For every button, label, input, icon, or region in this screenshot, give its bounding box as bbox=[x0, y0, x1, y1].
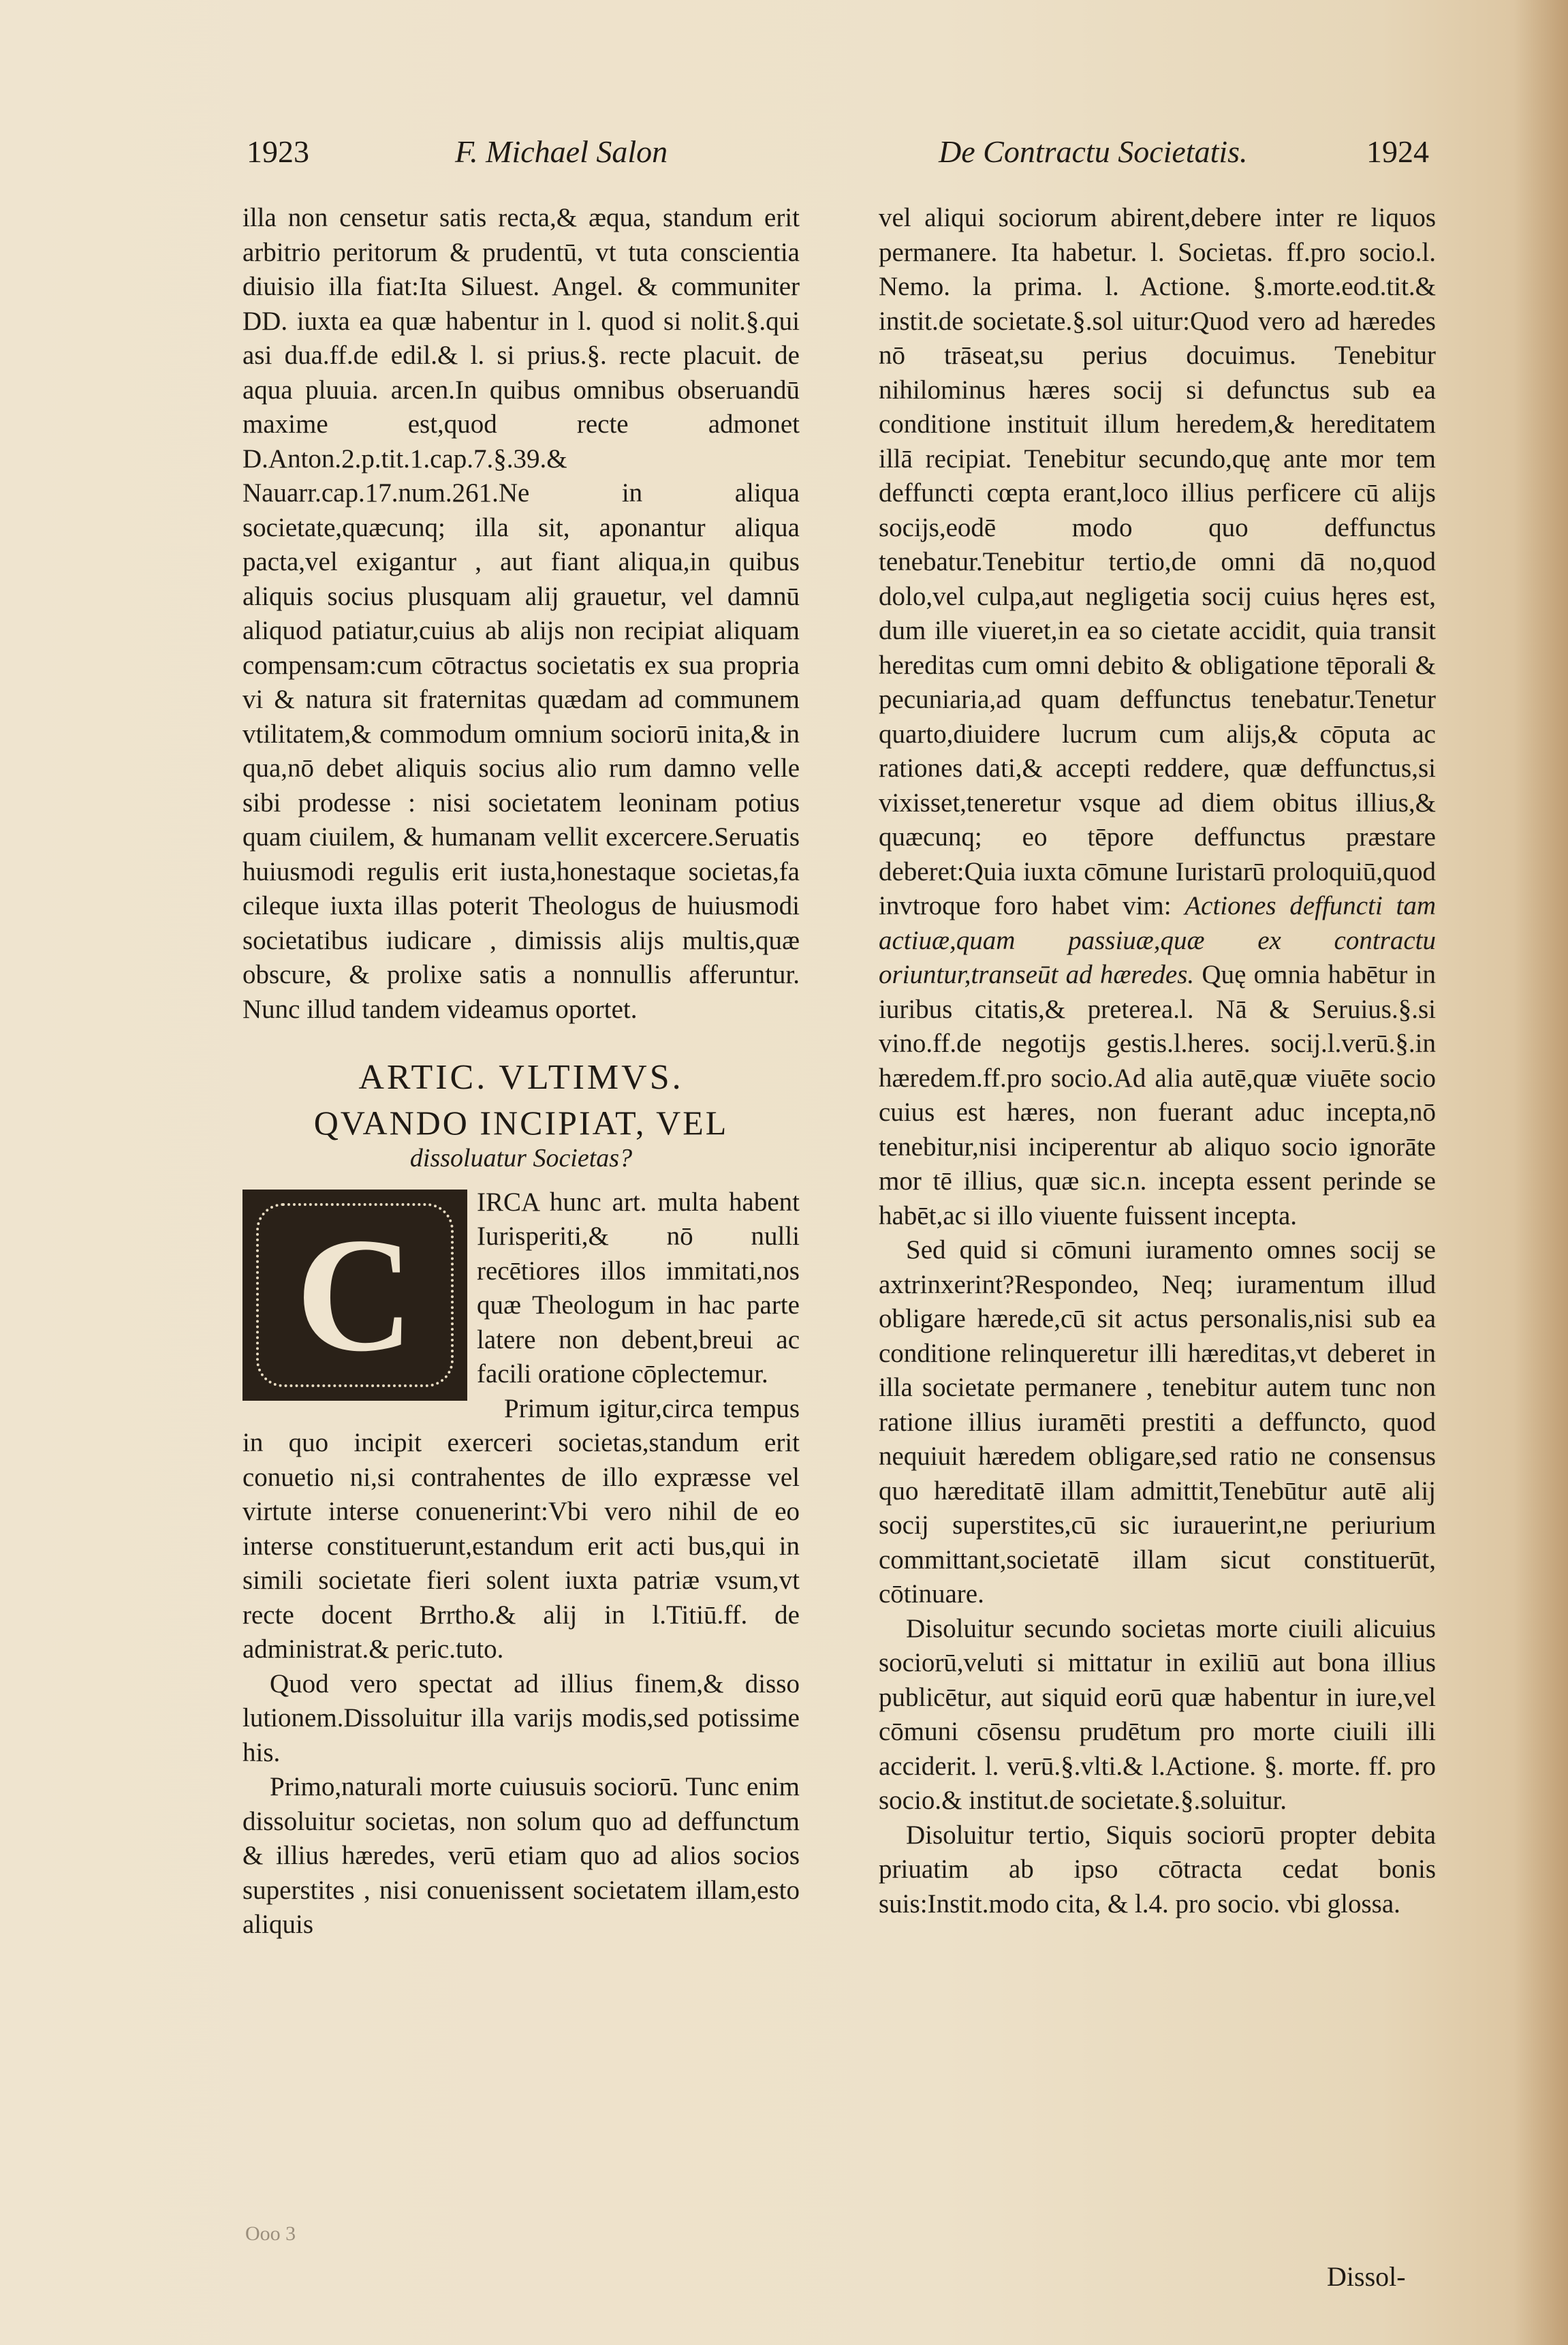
running-header bbox=[0, 134, 1568, 181]
question-title: QVANDO INCIPIAT, VEL bbox=[313, 1103, 729, 1142]
right-paragraph-4: Disoluitur tertio, Siquis sociorū propter debita priuatim ab ipso cōtracta cedat bonis suis:Instit.modo cita, & l.4. pro socio. vbi glossa. bbox=[879, 1820, 1436, 1919]
right-paragraph-3: Disoluitur secundo societas morte ciuili alicuius sociorū,veluti si mittatur in exiliū aut bona illius publicētur, aut siquid eorū quæ habentur in iure,vel cōmuni cōsensu prudētum pro morte ciuili illi acciderit. l. verū.§.vlti.& l.Actione. §. morte. ff. pro socio.& institut.de societate.§.soluitur. bbox=[879, 1613, 1436, 1815]
page-number-left: 1923 bbox=[247, 134, 309, 169]
page-number-right: 1924 bbox=[1366, 134, 1429, 169]
running-title: De Contractu Societatis. bbox=[939, 134, 1248, 169]
catchword: Dissol- bbox=[1327, 2261, 1406, 2292]
running-author: F. Michael Salon bbox=[455, 134, 668, 169]
right-paragraph-1 bbox=[879, 201, 1436, 1233]
binding-shadow bbox=[1514, 0, 1568, 2345]
decorated-initial bbox=[242, 1190, 467, 1401]
left-column bbox=[242, 201, 800, 1942]
right-paragraph-2: Sed quid si cōmuni iuramento omnes socij se axtrinxerint?Respondeo, Neq; iuramentum illud obligare hærede,cū sit actus personalis,nisi sub ea conditione relinqueretur illi hæreditas,vt deberet in illa societate permanere , tenebitur autem tunc non ratione illius iuramēti prestiti a deffuncto, quod nequiuit hæredem obligare,sed ratio ne consensus quo hæreditatē illam admittit,Tenebūtur autē alij socij superstites,cū sic iurauerint,ne periurium committant,societatē illam sicut constituerūt, cōtinuare. bbox=[879, 1235, 1436, 1609]
initial-letter: C bbox=[296, 1204, 414, 1386]
left-paragraph-4: Quod vero spectat ad illius finem,& disso lutionem.Dissoluitur illa varijs modis,sed potissime his. bbox=[242, 1668, 800, 1767]
article-heading: ARTIC. VLTIMVS. bbox=[358, 1058, 684, 1097]
left-paragraph-2: IRCA hunc art. multa habent Iurisperiti,& nō nulli recētiores illos immitati,nos quæ Theologum in hac parte latere non debent,breui ac facili oratione cōplectemur. bbox=[477, 1187, 800, 1388]
signature-mark: Ooo 3 bbox=[245, 2222, 296, 2245]
left-paragraph-1: illa non censetur satis recta,& æqua, standum erit arbitrio peritorum & prudentū, vt tuta conscientia diuisio illa fiat:Ita Siluest. Angel. & communiter DD. iuxta ea quæ habentur in l. quod si nolit.§.qui asi dua.ff.de edil.& l. si prius.§. recte placuit. de aqua pluuia. arcen.In quibus omnibus obseruandū maxime est,quod recte admonet D.Anton.2.p.tit.1.cap.7.§.39.& Nauarr.cap.17.num.261.Ne in aliqua societate,quæcunq; illa sit, aponantur aliqua pacta,vel exigantur , aut fiant aliqua,in quibus aliquis socius plusquam alij grauetur, vel damnū aliquod patiatur,cuius ab alijs non recipiat aliquam compensam:cum cōtractus societatis ex sua propria vi & natura sit fraternitas quædam ad communem vtilitatem,& commodum omnium sociorū inita,& in qua,nō debet aliquis socius alio rum damno velle sibi prodesse : nisi societatem leoninam potius quam ciuilem, & humanam vellit excercere.Seruatis huiusmodi regulis erit iusta,honestaque societas,fa cileque iuxta illas poterit Theologus de huiusmodi societatibus iudicare , dimissis alijs multis,quæ obscure, & prolixe satis a nonnullis afferuntur. Nunc illud tandem videamus oportet. bbox=[242, 203, 800, 1024]
right-paragraph-1-tail: Quę omnia habētur in iuribus citatis,& preterea.l. Nā & Seruius.§.si vino.ff.de negotijs gestis.l.heres. socij.l.verū.§.in hæredem.ff.pro socio.Ad alia autē,quæ viuēte socio cuius est hæres, non fuerant aduc incepta,nō tenebitur,nisi inciperentur ab aliquo socio ignorāte mor tē illius, quæ sic.n. incepta essent perinde se habēt,ac si illo viuente fuissent incepta. bbox=[879, 960, 1436, 1230]
right-column bbox=[879, 201, 1436, 1921]
left-paragraph-5: Primo,naturali morte cuiusuis sociorū. Tunc enim dissoluitur societas, non solum quo ad deffunctum & illius hæredes, verū etiam quo ad alios socios superstites , nisi conuenissent societatem illam,esto aliquis bbox=[242, 1772, 800, 1939]
question-subtitle: dissoluatur Societas? bbox=[409, 1143, 633, 1172]
right-paragraph-1-text: vel aliqui sociorum abirent,debere inter re liquos permanere. Ita habetur. l. Societas. ff.pro socio.l. Nemo. la prima. l. Actione. §.morte.eod.tit.& instit.de societate.§.sol uitur:Quod vero ad hæredes nō trāseat,su perius docuimus. Tenebitur nihilominus hæres socij si defunctus sub ea conditione instituit illum heredem,& hereditatem illā recipiat. Tenebitur secundo,quę ante mor tem deffuncti cœpta erant,loco illius perficere cū alijs socijs,eodē modo quo deffunctus tenebatur.Tenebitur tertio,de omni dā no,quod dolo,vel culpa,aut negligetia socij cuius hęres est, dum ille viueret,in ea so cietate accidit, quia transit hereditas cum omni debito & obligatione tēporali & pecuniaria,ad quam deffunctus tenebatur.Tenetur quarto,diuidere lucrum cum alijs,& cōputa ac rationes dati,& accepti reddere, quæ deffunctus,si vixisset,teneretur vsque ad diem obitus illius,& quæcunq; eo tēpore deffunctus præstare deberet:Quia iuxta cōmune Iuristarū proloquiū,quod invtroque foro habet vim: bbox=[879, 203, 1436, 920]
left-paragraph-3: Primum igitur,circa tempus in quo incipit exerceri societas,standum erit conuetio ni,si contrahentes de illo expræsse vel virtute interse conuenerint:Vbi vero nihil de eo interse constituerunt,estandum erit acti bus,qui in simili societate fieri solent iuxta patriæ vsum,vt recte docent Brrtho.& alij in l.Titiū.ff. de administrat.& peric.tuto. bbox=[242, 1393, 800, 1664]
maxim-quote: Actiones deffuncti tam actiuæ,quam passiuæ,quæ ex contractu oriuntur,transeūt ad hæredes. bbox=[879, 891, 1437, 989]
